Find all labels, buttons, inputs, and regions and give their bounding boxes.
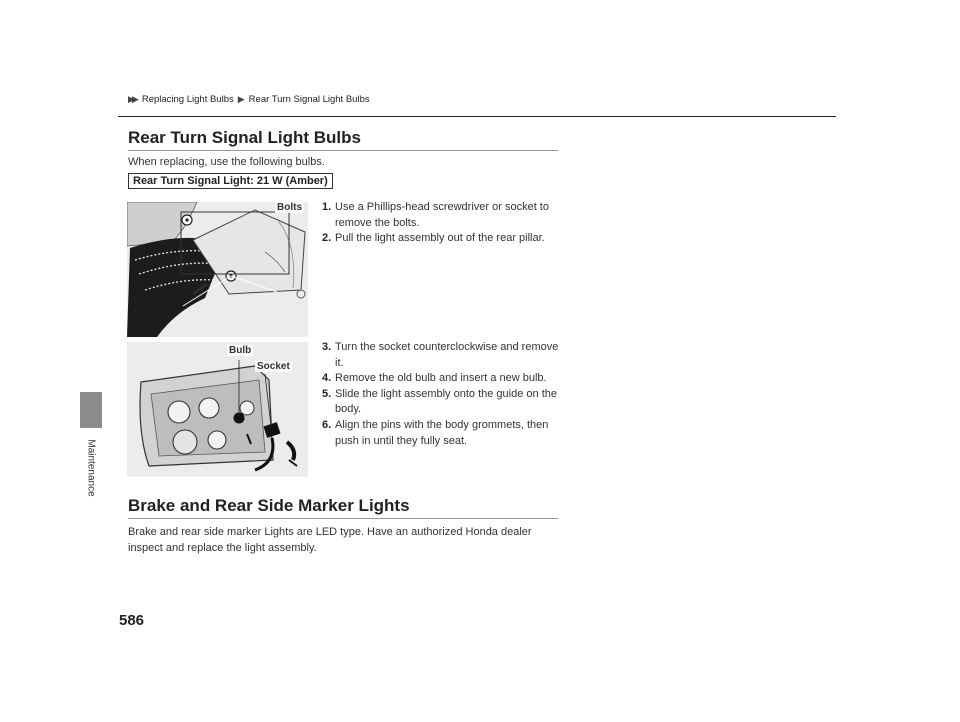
step-text: Pull the light assembly out of the rear pillar. — [335, 232, 545, 245]
step-number: 3. — [322, 341, 332, 353]
step-text: Align the pins with the body grommets, then push in until they fully seat. — [335, 418, 549, 447]
title-rule — [128, 150, 558, 151]
bulb-spec-box: Rear Turn Signal Light: 21 W (Amber) — [128, 173, 333, 189]
step-text: Use a Phillips-head screwdriver or socket to remove the bolts. — [335, 201, 549, 229]
callout-bolts: Bolts — [277, 202, 302, 213]
title-rule — [128, 518, 558, 519]
step-number: 6. — [322, 418, 332, 431]
section-tab-label: Maintenance — [85, 439, 97, 497]
double-arrow-icon: ▶▶ — [128, 94, 136, 104]
step-number: 5. — [322, 387, 332, 400]
step-text: Slide the light assembly onto the guide on the body. — [335, 387, 557, 416]
figure-bolts — [127, 202, 308, 337]
breadcrumb — [128, 94, 370, 105]
step-number: 2. — [322, 232, 332, 245]
step-number: 4. — [322, 372, 332, 385]
callout-socket: Socket — [257, 361, 290, 372]
figure-bulb-socket — [127, 342, 308, 477]
step-number: 1. — [322, 201, 332, 213]
step-item — [322, 371, 560, 387]
section-tab-marker — [80, 392, 102, 428]
step-text: Remove the old bulb and insert a new bulb. — [335, 372, 547, 385]
page-number: 586 — [119, 612, 145, 629]
intro-text: When replacing, use the following bulbs. — [128, 156, 325, 168]
steps-list-1 — [322, 200, 560, 247]
section-title-brake-marker: Brake and Rear Side Marker Lights — [128, 496, 410, 515]
section-title-turn-signal: Rear Turn Signal Light Bulbs — [128, 128, 361, 147]
header-rule — [118, 116, 836, 117]
callout-bulb: Bulb — [229, 345, 252, 356]
step-item — [322, 387, 560, 418]
brake-marker-text: Brake and rear side marker Lights are LED type. Have an authorized Honda dealer inspect and replace the light assembly. — [128, 526, 532, 554]
steps-list-2 — [322, 340, 560, 449]
step-item — [322, 231, 560, 247]
breadcrumb-item-2[interactable]: Rear Turn Signal Light Bulbs — [248, 94, 370, 105]
breadcrumb-item-1[interactable]: Replacing Light Bulbs — [141, 94, 234, 105]
rear-pillar-illustration — [127, 202, 308, 337]
step-item — [322, 340, 560, 371]
arrow-icon: ▶ — [237, 94, 245, 104]
step-item — [322, 200, 560, 231]
step-item — [322, 418, 560, 449]
step-text: Turn the socket counterclockwise and remove it. — [335, 341, 559, 369]
